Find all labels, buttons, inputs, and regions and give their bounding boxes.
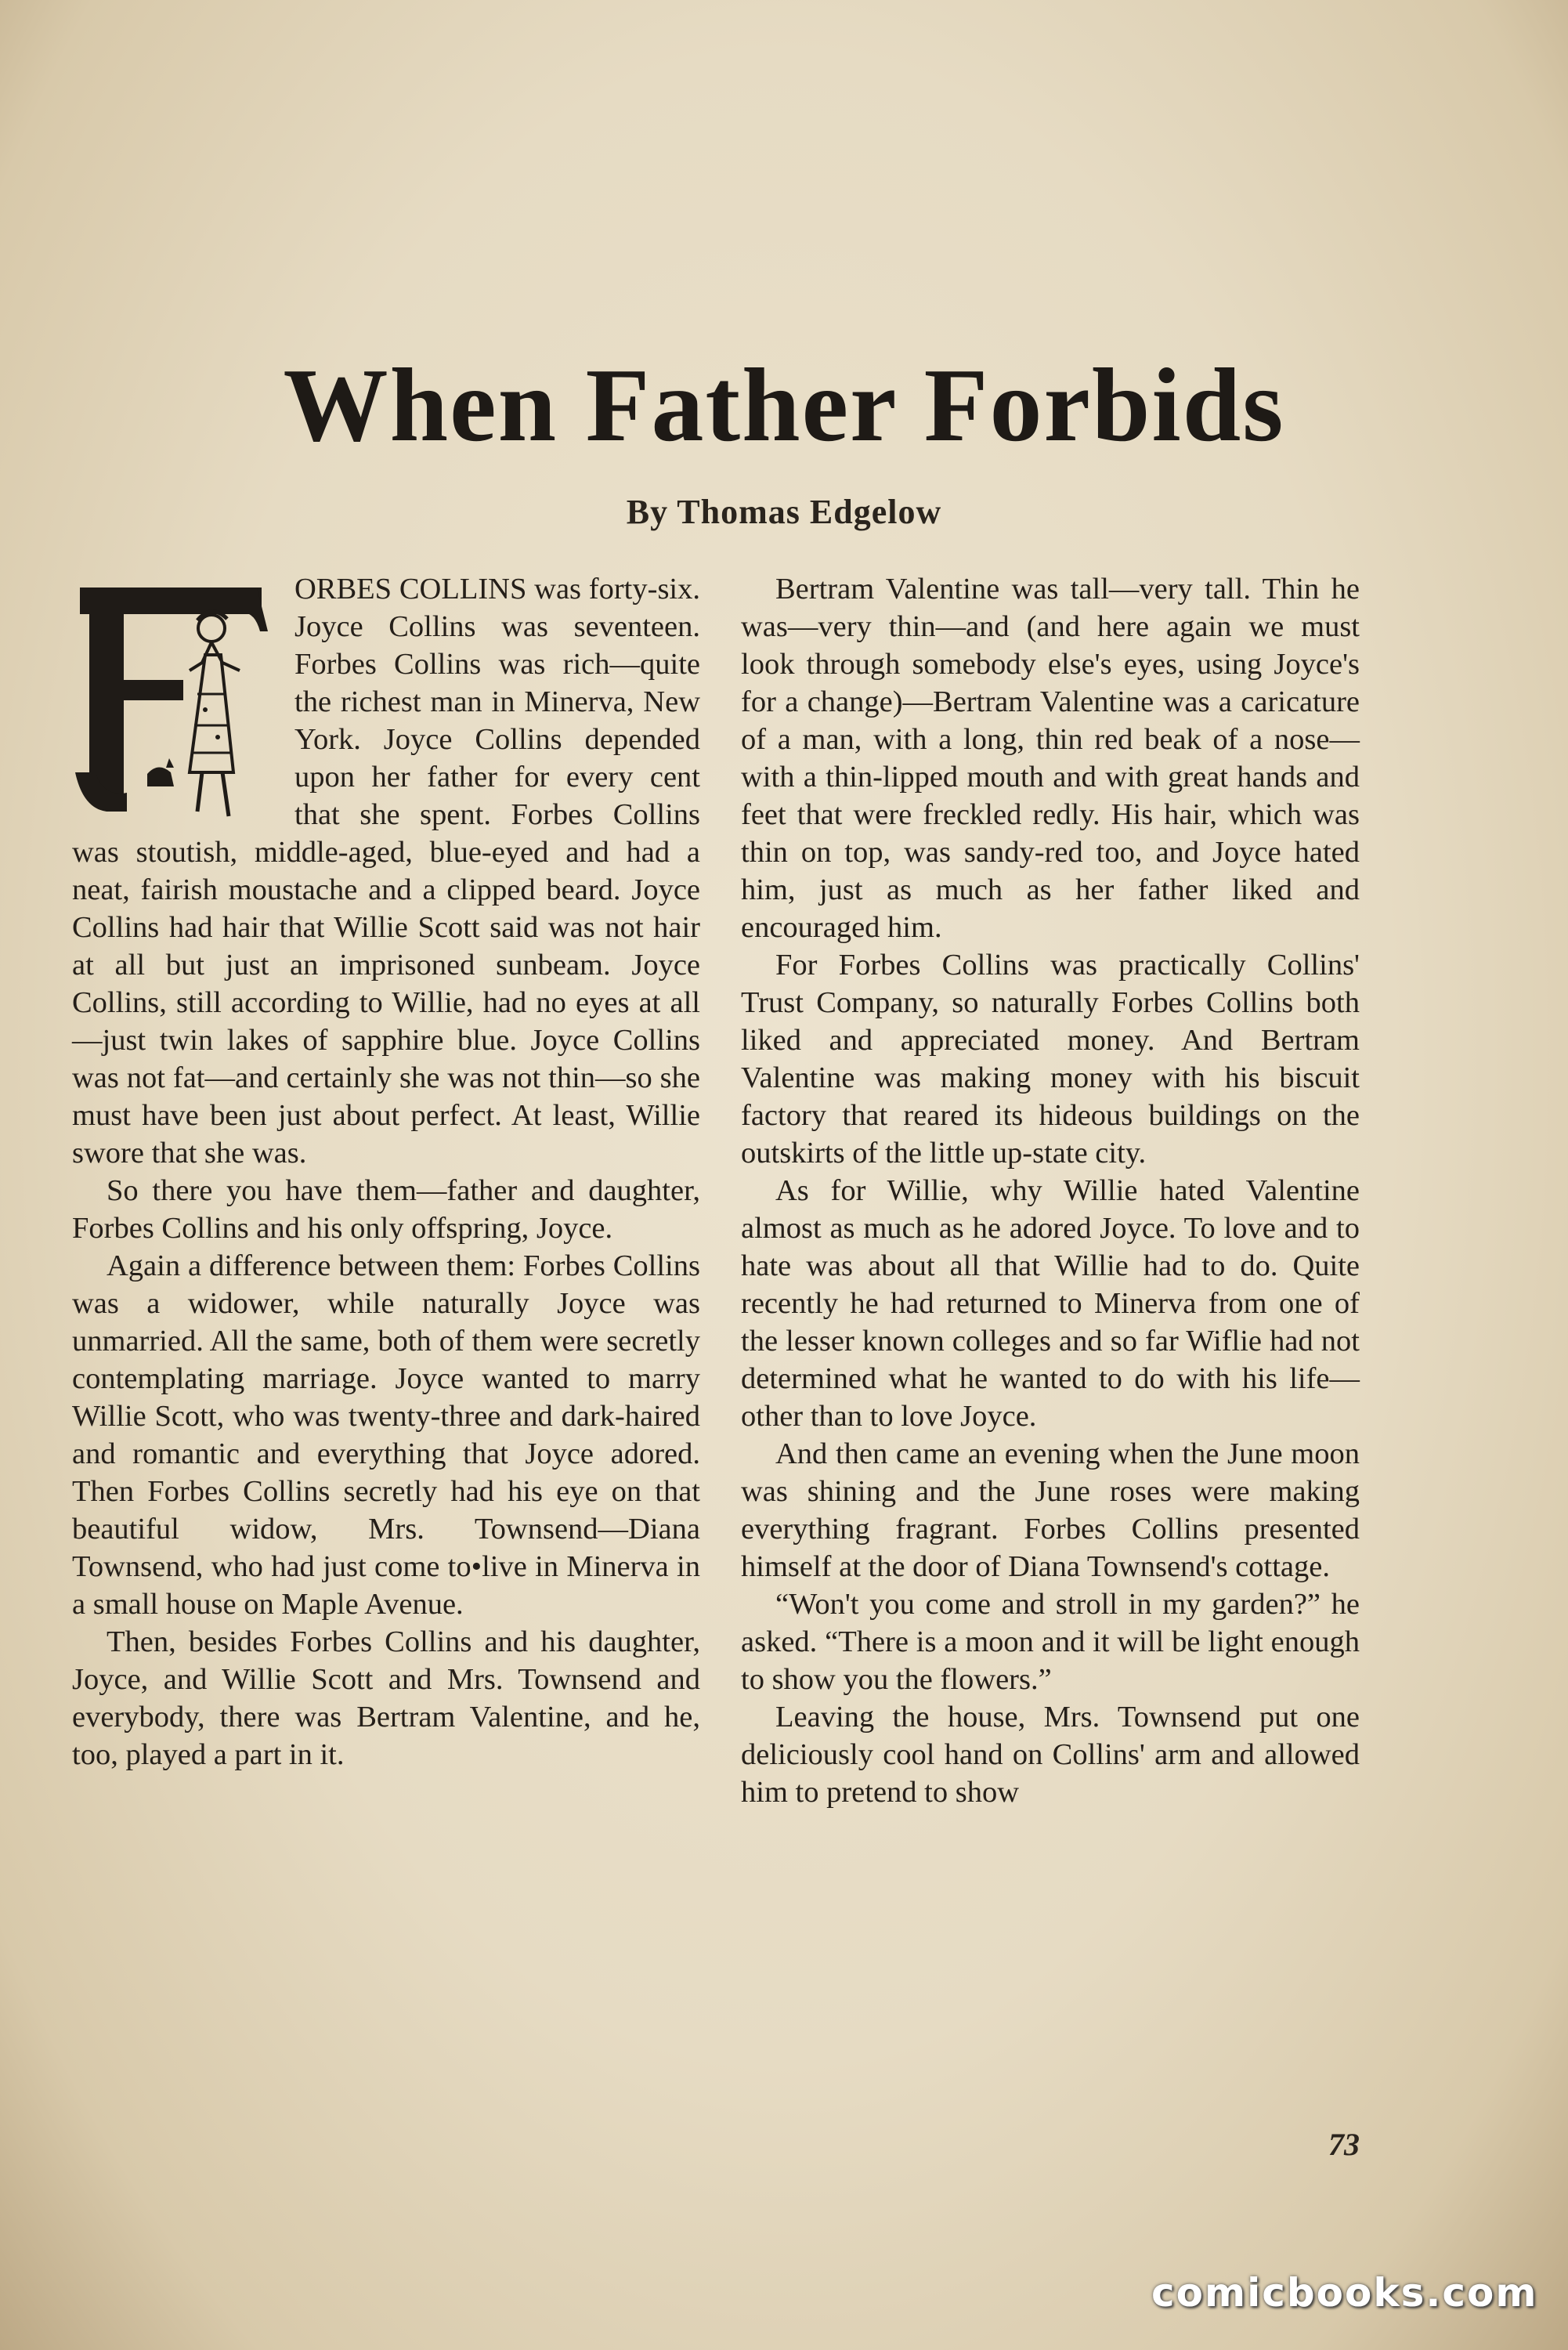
- paragraph: Again a difference between them: Forbes Collins was a widower, while naturally Joyce was unmarried. All the same, both of them were secretly contemplating marriage. Joyce wanted to marry Willie Scott, who was twenty-three and dark-haired and romantic and everything that Joyce adored. Then Forbes Collins secretly had his eye on that beautiful widow, Mrs. Townsend—Diana Townsend, who had just come to•live in Minerva in a small house on Maple Avenue.: [72, 1249, 700, 1621]
- story-title: When Father Forbids: [283, 347, 1285, 463]
- byline: By Thomas Edgelow: [626, 493, 942, 531]
- paragraph: For Forbes Collins was practically Collins' Trust Company, so naturally Forbes Collins both liked and appreciated money. And Bertram Valentine was making money with his biscuit factory that reared its hideous buildings on the outskirts of the little up-state city.: [741, 949, 1360, 1170]
- site-watermark: comicbooks.com: [1151, 2270, 1538, 2316]
- right-column: [741, 570, 1360, 1811]
- left-column: [72, 570, 700, 1773]
- paragraph: And then came an evening when the June moon was shining and the June roses were making everything fragrant. Forbes Collins presented himself at the door of Diana Townsend's cottage.: [741, 1437, 1360, 1583]
- paragraph: Then, besides Forbes Collins and his daughter, Joyce, and Willie Scott and Mrs. Townsend and everybody, there was Bertram Valentine, and he, too, played a part in it.: [72, 1625, 700, 1771]
- paragraph: Leaving the house, Mrs. Townsend put one deliciously cool hand on Collins' arm and allowed him to pretend to show: [741, 1701, 1360, 1809]
- paragraph: So there you have them—father and daughter, Forbes Collins and his only offspring, Joyce.: [72, 1174, 700, 1245]
- opening-paragraph: ORBES COLLINS was forty-six. Joyce Collins was seventeen. Forbes Collins was rich—quite the richest man in Minerva, New York. Joyce Collins depended upon her father for every cent that she spent. Forbes Collins was stoutish, middle-aged, blue-eyed and had a neat, fairish moustache and a clipped beard. Joyce Collins had hair that Willie Scott said was not hair at all but just an imprisoned sunbeam. Joyce Collins, still according to Willie, had no eyes at all—just twin lakes of sapphire blue. Joyce Collins was not fat—and certainly she was not thin—so she must have been just about perfect. At least, Willie swore that she was.: [72, 573, 700, 1170]
- paragraph: As for Willie, why Willie hated Valentine almost as much as he adored Joyce. To love and to hate was about all that Willie had to do. Quite recently he had returned to Minerva from one of the lesser known colleges and so far Wiflie had not determined what he wanted to do with his life—other than to love Joyce.: [741, 1174, 1360, 1433]
- page-number: 73: [1328, 2127, 1360, 2162]
- paragraph: Bertram Valentine was tall—very tall. Thin he was—very thin—and (and here again we must look through somebody else's eyes, using Joyce's for a change)—Bertram Valentine was a caricature of a man, with a long, thin red beak of a nose—with a thin-lipped mouth and with great hands and feet that were freckled redly. His hair, which was thin on top, was sandy-red too, and Joyce hated him, just as much as her father liked and encouraged him.: [741, 573, 1360, 944]
- drop-cap-f-icon: [72, 577, 277, 827]
- paragraph: “Won't you come and stroll in my garden?” he asked. “There is a moon and it will be light enough to show you the flowers.”: [741, 1588, 1360, 1696]
- drop-cap-illustration: [72, 577, 277, 827]
